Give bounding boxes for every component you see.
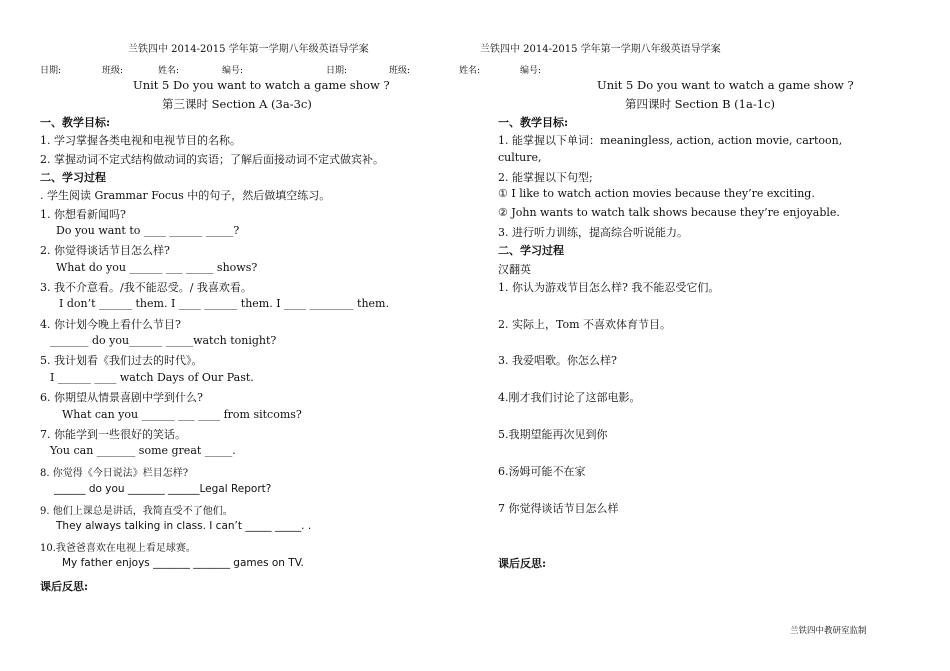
right-name-label: 姓名: — [459, 66, 481, 76]
right-item-3: 3. 我爱唱歌。你怎么样? — [498, 354, 617, 367]
left-header: 兰铁四中 2014-2015 学年第一学期八年级英语导学案 — [128, 44, 369, 55]
right-item-6: 6.汤姆可能不在家 — [498, 465, 586, 478]
left-class-label: 班级: — [102, 66, 124, 76]
left-goal-2: 2. 掌握动词不定式结构做动词的宾语；了解后面接动词不定式做宾补。 — [40, 153, 384, 166]
left-question-6: 6. 你期望从情景喜剧中学到什么? — [40, 391, 203, 404]
right-translate-heading: 汉翻英 — [498, 263, 531, 276]
left-intro: . 学生阅读 Grammar Focus 中的句子，然后做填空练习。 — [40, 189, 331, 202]
right-goal-2b: ② John wants to watch talk shows because they’re enjoyable. — [498, 206, 840, 219]
left-process-heading: 二、学习过程 — [40, 171, 106, 184]
right-header: 兰铁四中 2014-2015 学年第一学期八年级英语导学案 — [480, 44, 721, 55]
right-goal-2: 2. 能掌握以下句型; — [498, 171, 593, 184]
right-class-label: 班级: — [389, 66, 411, 76]
left-question-8: 8. 你觉得《今日说法》栏目怎样? — [40, 468, 189, 479]
left-answer-4: _______ do you______ _____watch tonight? — [50, 334, 277, 347]
right-goal-2a: ① I like to watch action movies because they’re exciting. — [498, 187, 815, 200]
right-date-label: 日期: — [326, 66, 348, 76]
left-answer-1: Do you want to ____ ______ _____? — [56, 224, 240, 237]
left-question-4: 4. 你计划今晚上看什么节目? — [40, 318, 181, 331]
right-goals-heading: 一、教学目标: — [498, 116, 569, 129]
left-date-label: 日期: — [40, 66, 62, 76]
right-goal-3: 3. 进行听力训练，提高综合听说能力。 — [498, 226, 688, 239]
right-item-1: 1. 你认为游戏节目怎么样? 我不能忍受它们。 — [498, 281, 720, 294]
left-question-2: 2. 你觉得谈话节目怎么样? — [40, 244, 170, 257]
right-item-2: 2. 实际上，Tom 不喜欢体育节目。 — [498, 318, 672, 331]
footer-note: 兰铁四中教研室监制 — [790, 626, 867, 636]
left-title: Unit 5 Do you want to watch a game show ? — [133, 78, 390, 92]
left-question-7: 7. 你能学到一些很好的笑话。 — [40, 428, 186, 441]
right-reflection: 课后反思: — [498, 557, 547, 570]
left-number-label: 编号: — [222, 66, 244, 76]
left-question-9: 9. 他们上课总是讲话，我简直受不了他们。 — [40, 506, 233, 517]
left-answer-8: ______ do you _______ ______Legal Report? — [54, 483, 272, 495]
left-question-10: 10.我爸爸喜欢在电视上看足球赛。 — [40, 543, 196, 554]
left-answer-9: They always talking in class. I can’t _____ _____. . — [56, 520, 312, 532]
right-process-heading: 二、学习过程 — [498, 244, 564, 257]
left-answer-3: I don’t ______ them. I ____ ______ them. I ____ ________ them. — [59, 297, 389, 310]
right-item-4: 4.刚才我们讨论了这部电影。 — [498, 391, 641, 404]
left-name-label: 姓名: — [158, 66, 180, 76]
right-item-5: 5.我期望能再次见到你 — [498, 428, 608, 441]
left-subtitle: 第三课时 Section A (3a-3c) — [162, 97, 312, 111]
left-reflection: 课后反思: — [40, 580, 89, 593]
left-answer-10: My father enjoys _______ _______ games on TV. — [62, 557, 304, 569]
right-goal-1: 1. 能掌握以下单词：meaningless, action, action movie, cartoon, — [498, 134, 843, 147]
left-question-1: 1. 你想看新闻吗? — [40, 208, 126, 221]
right-number-label: 编号: — [520, 66, 542, 76]
left-goal-1: 1. 学习掌握各类电视和电视节目的名称。 — [40, 134, 241, 147]
left-answer-2: What do you ______ ___ _____ shows? — [56, 261, 258, 274]
left-goals-heading: 一、教学目标: — [40, 116, 111, 129]
right-item-7: 7 你觉得谈话节目怎么样 — [498, 502, 619, 515]
left-question-5: 5. 我计划看《我们过去的时代》。 — [40, 354, 203, 367]
right-title: Unit 5 Do you want to watch a game show ? — [597, 78, 854, 92]
right-subtitle: 第四课时 Section B (1a-1c) — [625, 97, 775, 111]
left-answer-6: What can you ______ ___ ____ from sitcoms? — [62, 408, 302, 421]
left-answer-5: I ______ ____ watch Days of Our Past. — [50, 371, 254, 384]
left-answer-7: You can _______ some great _____. — [50, 444, 236, 457]
left-question-3: 3. 我不介意看。/我不能忍受。/ 我喜欢看。 — [40, 281, 252, 294]
right-goal-1-cont: culture, — [498, 151, 542, 164]
